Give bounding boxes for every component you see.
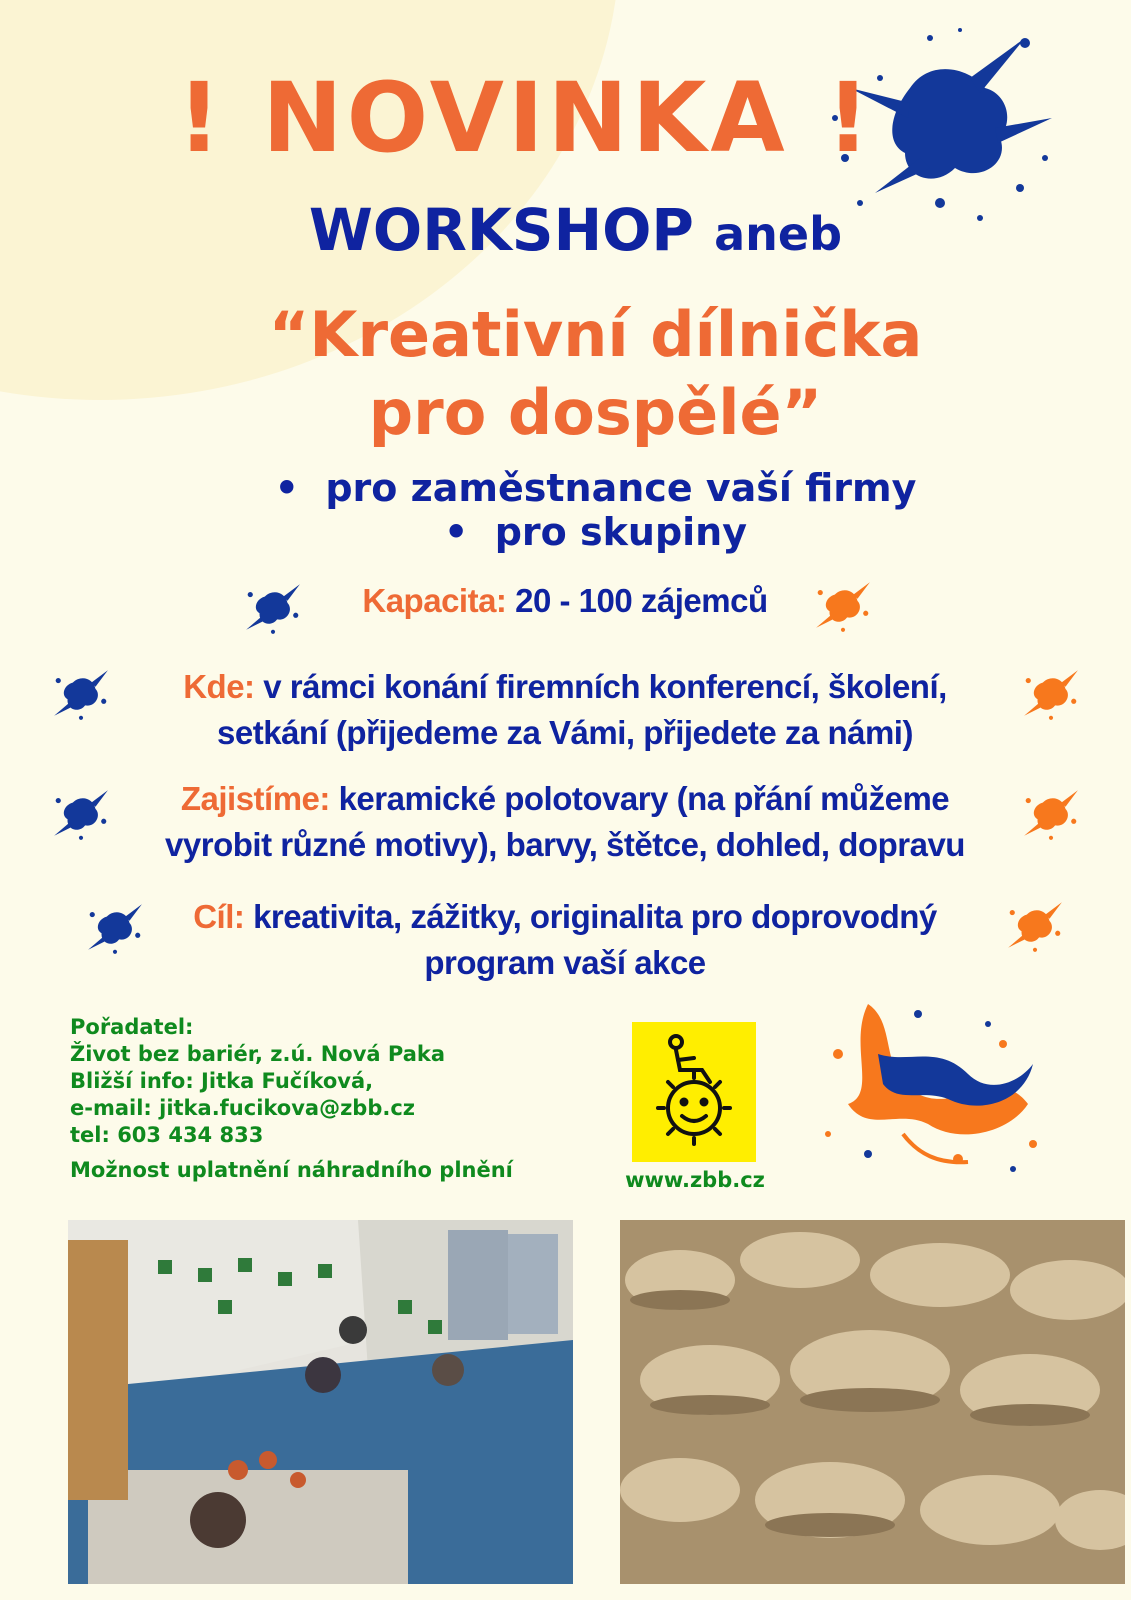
provide-row: [110, 776, 1020, 868]
organizer-name: Život bez bariér, z.ú. Nová Paka: [70, 1042, 446, 1066]
workshop-word: WORKSHOP: [308, 196, 694, 264]
aneb-word: aneb: [714, 207, 843, 261]
orange-splat-icon: [1020, 784, 1082, 842]
organizer-heading: Pořadatel:: [70, 1015, 194, 1039]
ceramic-blanks-photo: [620, 1220, 1125, 1584]
where-row: [110, 664, 1020, 756]
where-text-2: setkání (přijedeme za Vámi, přijedete za námi): [217, 714, 913, 751]
provide-label: Zajistíme:: [180, 780, 330, 817]
goal-text-1: kreativita, zážitky, originalita pro doprovodný: [253, 898, 937, 935]
contact-email[interactable]: e-mail: jitka.fucikova@zbb.cz: [70, 1096, 416, 1120]
ceramic-blanks-image: [620, 1220, 1125, 1584]
audience-item: • pro skupiny: [30, 510, 1131, 554]
orange-splat-icon: [1020, 664, 1082, 722]
blue-splat-icon: [50, 784, 112, 842]
capacity-value: 20 - 100 zájemců: [515, 582, 768, 619]
substitute-fulfilment-note: Možnost uplatnění náhradního plnění: [70, 1158, 513, 1182]
where-label: Kde:: [183, 668, 255, 705]
contact-person: Bližší info: Jitka Fučíková,: [70, 1069, 374, 1093]
smiling-sun-wheelchair-icon: [632, 1022, 756, 1162]
goal-row: [110, 894, 1020, 986]
goal-label: Cíl:: [193, 898, 245, 935]
contact-phone: tel: 603 434 833: [70, 1123, 264, 1147]
website-link[interactable]: www.zbb.cz: [625, 1168, 765, 1192]
title-line-1: “Kreativní dílnička: [268, 298, 923, 371]
workshop-title: [30, 296, 1131, 452]
audience-item: • pro zaměstnance vaší firmy: [30, 466, 1131, 510]
workshop-room-photo: [68, 1220, 573, 1584]
audience-list: [30, 466, 1131, 554]
blue-splat-icon: [50, 664, 112, 722]
paint-swirl-logo-icon: [808, 984, 1048, 1184]
where-text-1: v rámci konání firemních konferencí, školení,: [263, 668, 947, 705]
workshop-subheading: [10, 196, 1131, 264]
headline: ! NOVINKA !: [177, 62, 874, 174]
provide-text-2: vyrobit různé motivy), barvy, štětce, dohled, dopravu: [165, 826, 965, 863]
title-line-2: pro dospělé”: [368, 376, 823, 449]
capacity-row: [110, 578, 1020, 624]
organizer-info: [70, 1014, 513, 1184]
zbb-logo: [632, 1022, 756, 1162]
workshop-room-image: [68, 1220, 573, 1584]
provide-text-1: keramické polotovary (na přání můžeme: [338, 780, 950, 817]
goal-text-2: program vaší akce: [424, 944, 706, 981]
capacity-label: Kapacita:: [362, 582, 507, 619]
